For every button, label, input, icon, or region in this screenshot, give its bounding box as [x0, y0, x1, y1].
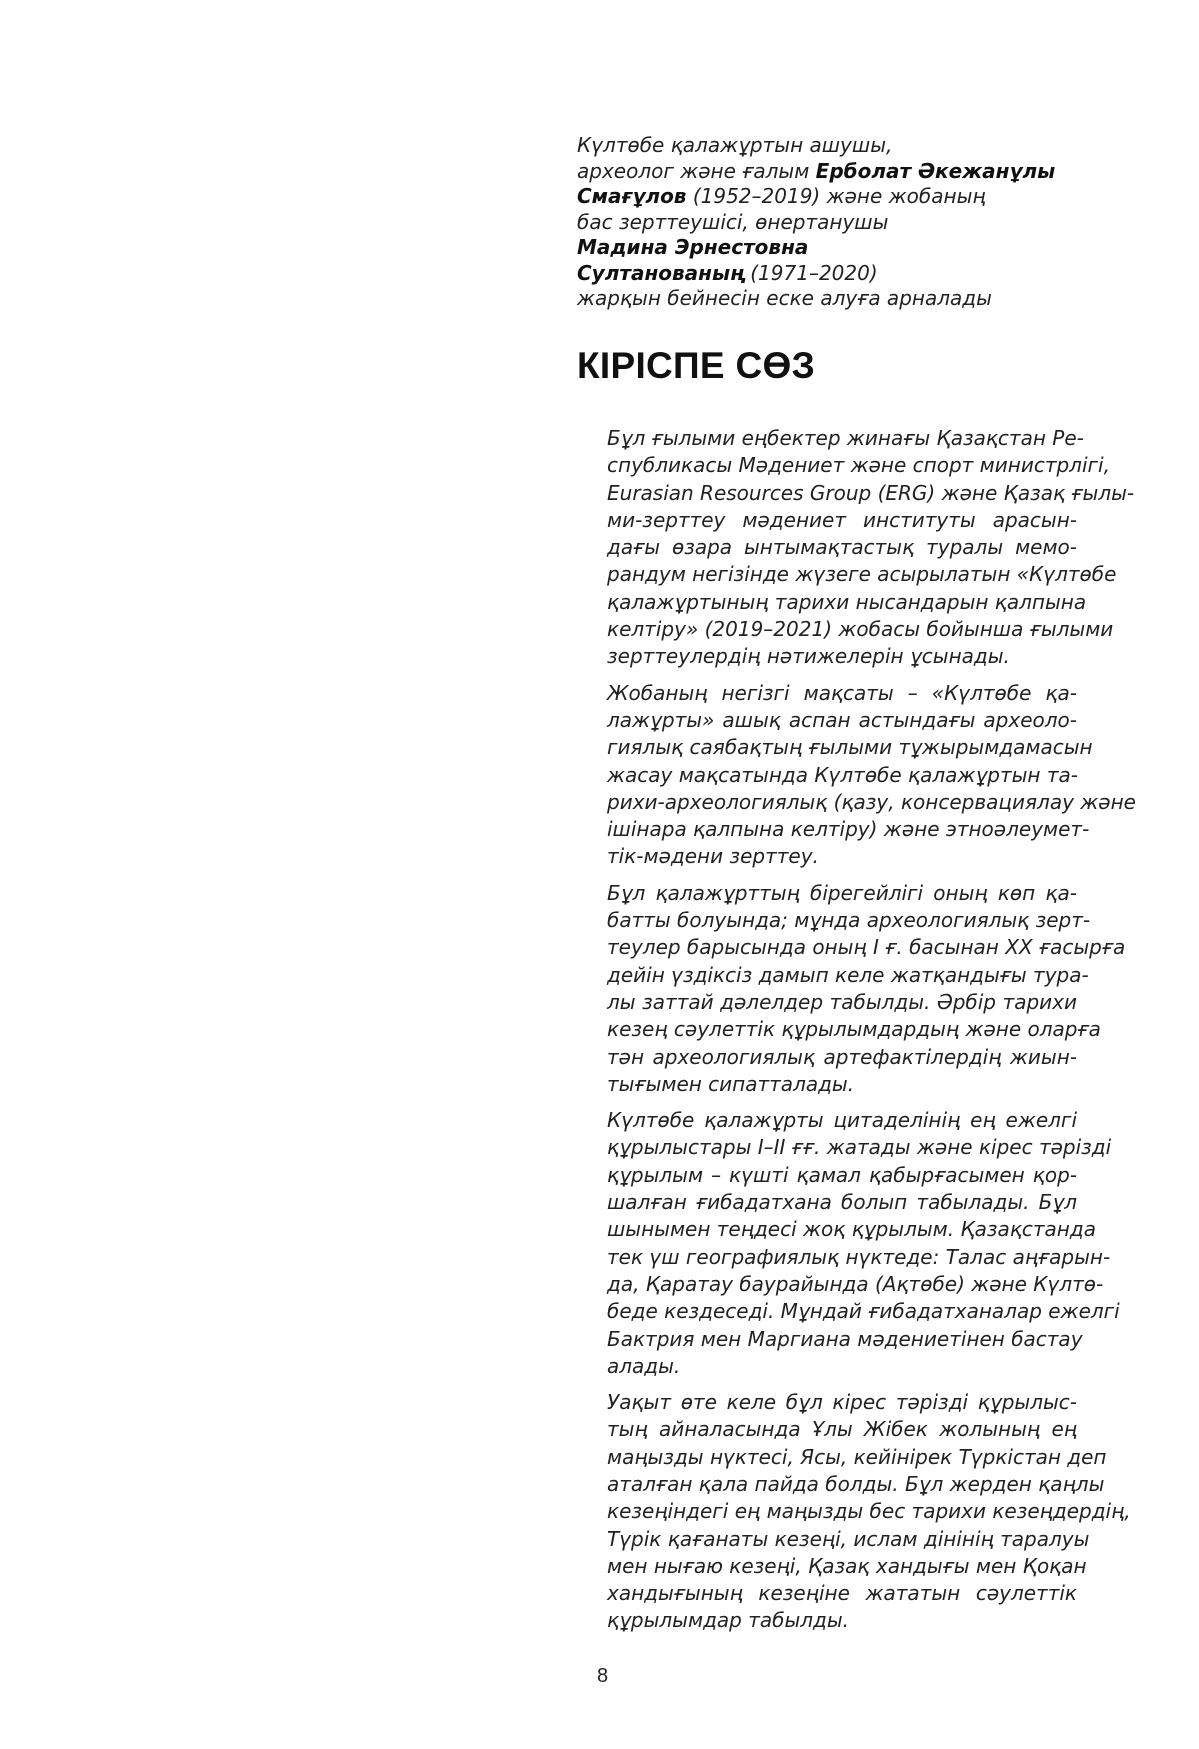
- dedication-line: археолог және ғалым Ерболат Әкежанұлы: [577, 158, 1056, 183]
- page-number: 8: [597, 1665, 609, 1687]
- paragraph-line: қалажұртының тарихи нысандарын қалпына: [607, 589, 1087, 614]
- paragraph-line: батты болуында; мұнда археологиялық зерт-: [607, 908, 1091, 933]
- dedication-line: бас зерттеушісі, өнертанушы: [577, 209, 889, 234]
- paragraph-line: шалған ғибадатхана болып табылады. Бұл: [607, 1190, 1077, 1215]
- paragraph-line: ми-зерттеу мәдениет институты арасын-: [607, 507, 1077, 532]
- dedication: [577, 133, 1097, 312]
- researcher-name: Мадина Эрнестовна: [577, 235, 809, 259]
- author-name: Ерболат Әкежанұлы: [815, 158, 1056, 183]
- paragraph-line: аталған қала пайда болды. Бұл жерден қаңлы: [607, 1471, 1105, 1496]
- paragraph-line: рихи-археологиялық (қазу, консервациялау және: [607, 789, 1136, 814]
- dedication-line: Күлтөбе қалажұртын ашушы,: [577, 133, 893, 157]
- dedication-line: жарқын бейнесін еске алуға арналады: [577, 286, 992, 310]
- author-name: Смағұлов: [577, 184, 687, 208]
- paragraph: [577, 680, 1136, 871]
- paragraph-line: алады.: [607, 1353, 681, 1378]
- paragraph-line: лы заттай дәлелдер табылды. Әрбір тарихи: [607, 989, 1077, 1014]
- paragraph-line: гиялық саябақтың ғылыми тұжырымдамасын: [607, 735, 1093, 760]
- paragraph-line: Уақыт өте келе бұл кірес тәрізді құрылыс-: [607, 1390, 1077, 1415]
- paragraph-line: тек үш географиялық нүктеде: Талас аңғарын-: [607, 1244, 1111, 1269]
- paragraph-line: құрылыстары I–II ғғ. жатады және кірес тәрізді: [607, 1135, 1112, 1160]
- paragraph-line: тік-мәдени зерттеу.: [607, 844, 819, 869]
- paragraph-line: тән археологиялық артефактілердің жиын-: [607, 1044, 1077, 1069]
- paragraph-line: дағы өзара ынтымақтастық туралы мемо-: [607, 535, 1077, 560]
- dedication-line: [577, 235, 1097, 261]
- paragraph-line: Eurasian Resources Group (ERG) және Қазақ ғылы-: [607, 480, 1135, 505]
- paragraph-line: Бұл қалажұрттың бірегейлігі оның көп қа-: [607, 880, 1077, 905]
- paragraph-line: ішінара қалпына келтіру) және этноәлеумет-: [607, 817, 1090, 842]
- paragraph: [577, 1389, 1131, 1635]
- paragraph-line: да, Қаратау баурайында (Ақтөбе) және Күлтө-: [607, 1271, 1104, 1296]
- paragraph-line: маңызды нүктесі, Ясы, кейінірек Түркістан деп: [607, 1444, 1107, 1469]
- paragraph-line: шынымен теңдесі жоқ құрылым. Қазақстанда: [607, 1217, 1096, 1242]
- paragraph-line: келтіру» (2019–2021) жобасы бойынша ғылыми: [607, 617, 1114, 642]
- paragraph-line: теулер барысында оның I ғ. басынан XX ғасырға: [607, 935, 1126, 960]
- paragraph-line: рандум негізінде жүзеге асырылатын «Күлтөбе: [607, 562, 1117, 587]
- paragraph-line: лажұрты» ашық аспан астындағы археоло-: [607, 707, 1077, 732]
- dedication-line: Смағұлов (1952–2019) және жобаның: [577, 184, 986, 208]
- paragraph-line: Түрік қағанаты кезеңі, ислам дінінің таралуы: [607, 1526, 1090, 1551]
- paragraph-line: жасау мақсатында Күлтөбе қалажұртын та-: [607, 762, 1078, 787]
- researcher-name: Султанованың: [577, 260, 744, 285]
- paragraph-line: құрылым – күшті қамал қабырғасымен қор-: [607, 1162, 1077, 1187]
- paragraph-line: кезеңіндегі ең маңызды бес тарихи кезеңдердің,: [607, 1499, 1131, 1524]
- paragraph: [577, 425, 1135, 671]
- paragraph-line: беде кездеседі. Мұндай ғибадатханалар ежелгі: [607, 1299, 1120, 1324]
- paragraph-line: спубликасы Мәдениет және спорт министрлігі,: [607, 453, 1110, 478]
- paragraph-line: құрылымдар табылды.: [607, 1608, 849, 1633]
- paragraph: [577, 1107, 1120, 1380]
- dedication-line: Султанованың (1971–2020): [577, 260, 878, 285]
- paragraph-line: тың айналасында Ұлы Жібек жолының ең: [607, 1417, 1077, 1442]
- paragraph-line: тығымен сипатталады.: [607, 1071, 855, 1096]
- paragraph-line: зерттеулердің нәтижелерін ұсынады.: [607, 644, 1010, 669]
- paragraph-line: хандығының кезеңіне жататын сәулеттік: [607, 1581, 1077, 1606]
- paragraph-line: кезең сәулеттік құрылымдардың және оларға: [607, 1017, 1101, 1042]
- section-heading: КІРІСПЕ СӨЗ: [577, 345, 816, 386]
- body-text: [577, 425, 1136, 1644]
- paragraph-line: Бұл ғылыми еңбектер жинағы Қазақстан Ре-: [607, 426, 1084, 450]
- paragraph-line: Бактрия мен Маргиана мәдениетінен бастау: [607, 1326, 1083, 1351]
- paragraph-line: Күлтөбе қалажұрты цитаделінің ең ежелгі: [607, 1108, 1077, 1133]
- paragraph: [577, 880, 1126, 1098]
- paragraph-line: дейін үздіксіз дамып келе жатқандығы тура-: [607, 962, 1089, 987]
- paragraph-line: мен нығаю кезеңі, Қазақ хандығы мен Қоқан: [607, 1553, 1087, 1578]
- paragraph-line: Жобаның негізгі мақсаты – «Күлтөбе қа-: [607, 680, 1077, 705]
